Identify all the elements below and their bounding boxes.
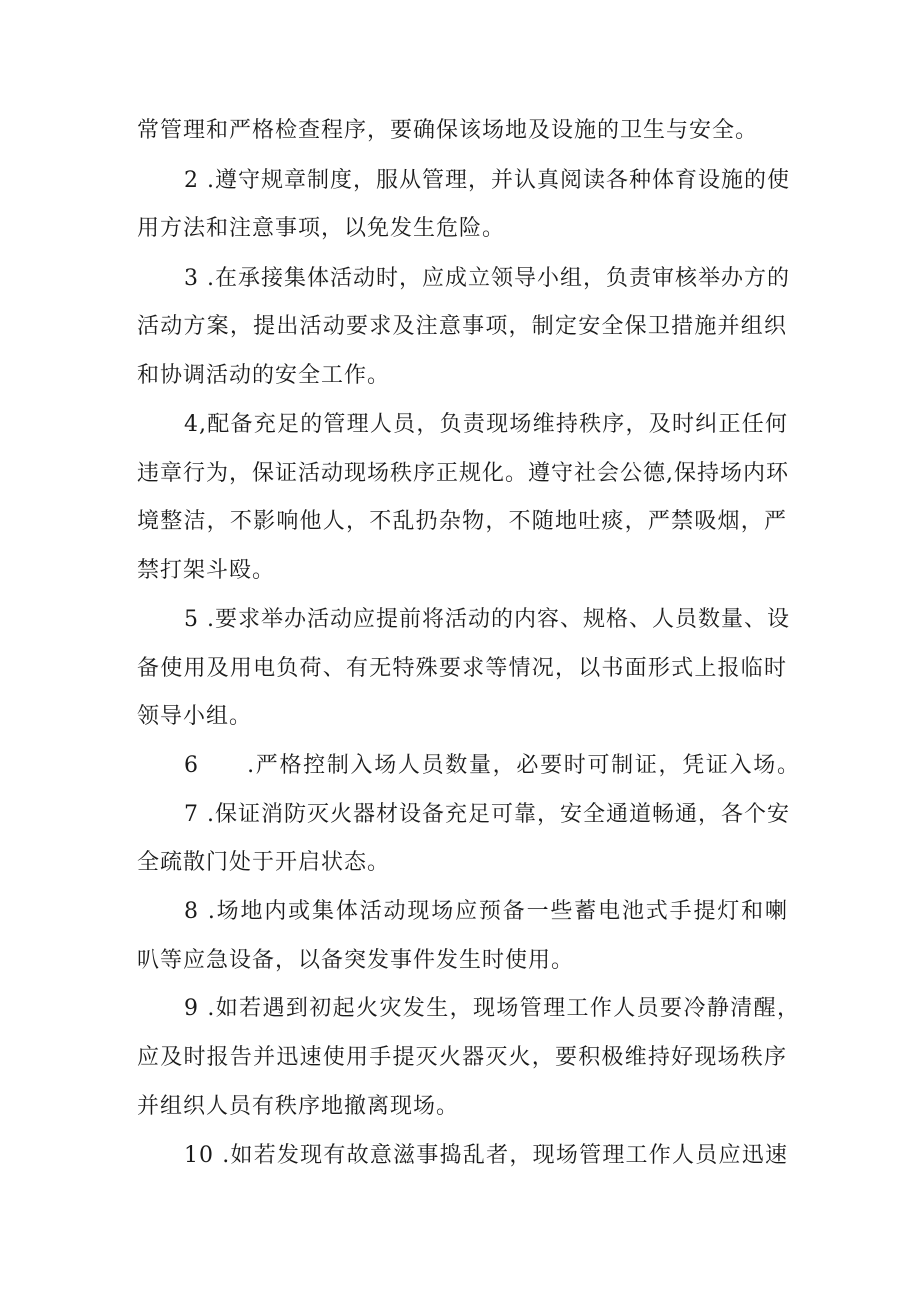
text-line: 10 .如若发现有故意滋事捣乱者，现场管理工作人员应迅速 [184,1143,788,1168]
text-line: 备使用及用电负荷、有无特殊要求等情况，以书面形式上报临时 [137,656,787,681]
text-line: 全疏散门处于开启状态。 [137,850,391,875]
text-line: 2 .遵守规章制度，服从管理，并认真阅读各种体育设施的使 [184,168,790,193]
text-line: 境整洁，不影响他人，不乱扔杂物，不随地吐痰，严禁吸烟，严 [137,509,787,534]
text-line: 禁打架斗殴。 [137,558,276,583]
text-line: 违章行为，保证活动现场秩序正规化。遵守社会公德,保持场内环 [137,461,789,486]
text-line: 并组织人员有秩序地撤离现场。 [137,1094,460,1119]
text-line: 领导小组。 [137,704,253,729]
text-line: 常管理和严格检查程序，要确保该场地及设施的卫生与安全。 [137,118,759,143]
text-line: 9 .如若遇到初起火灾发生，现场管理工作人员要冷静清醒， [184,996,800,1021]
text-line: 用方法和注意事项，以免发生危险。 [137,216,506,241]
text-line: 和协调活动的安全工作。 [137,363,391,388]
text-line: 应及时报告并迅速使用手提灭火器灭火，要积极维持好现场秩序 [137,1045,787,1070]
text-line: 6 .严格控制入场人员数量，必要时可制证，凭证入场。 [184,753,800,778]
text-line: 5 .要求举办活动应提前将活动的内容、规格、人员数量、设 [184,607,790,632]
text-line: 活动方案，提出活动要求及注意事项，制定安全保卫措施并组织 [137,314,787,339]
text-line: 8 .场地内或集体活动现场应预备一些蓄电池式手提灯和喇 [184,899,788,924]
text-line: 4,配备充足的管理人员，负责现场维持秩序，及时纠正任何 [184,412,788,437]
text-line: 3 .在承接集体活动时，应成立领导小组，负责审核举办方的 [184,266,790,291]
text-line: 叭等应急设备，以备突发事件发生时使用。 [137,948,575,973]
text-line: 7 .保证消防灭火器材设备充足可靠，安全通道畅通，各个安 [184,802,790,827]
